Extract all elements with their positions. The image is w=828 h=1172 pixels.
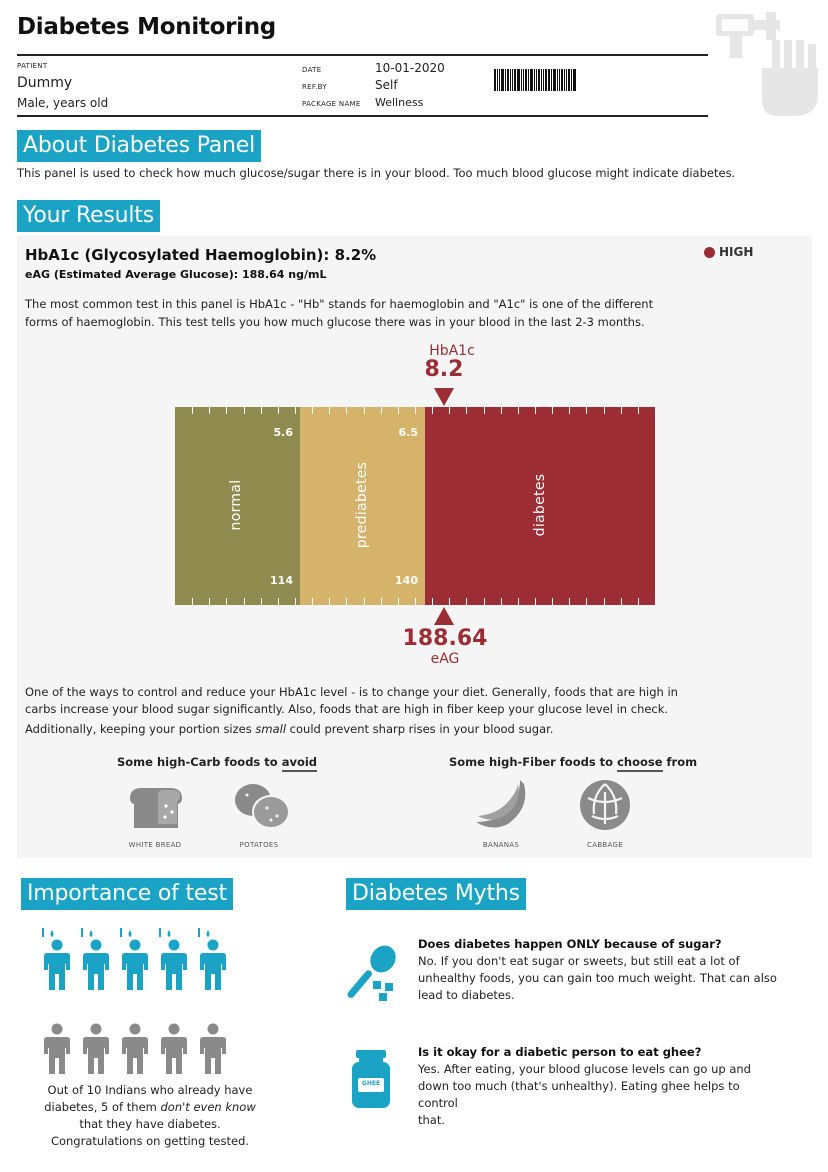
gauge-tick <box>364 598 365 605</box>
patient-name: Dummy <box>17 75 73 91</box>
gauge-tick <box>569 407 570 414</box>
barcode-bar <box>501 69 504 91</box>
gauge-ticks <box>175 407 655 605</box>
importance-heading: Importance of test <box>21 878 233 910</box>
band-prediabetes-label: prediabetes <box>354 461 370 549</box>
gauge-tick <box>226 598 227 605</box>
intro-line-1: The most common test in this panel is HbA1c - "Hb" stands for haemoglobin and "A1c" is one of the different <box>25 297 654 311</box>
gauge-tick <box>501 407 502 414</box>
food-caption-cabbage: CABBAGE <box>587 841 623 849</box>
food-caption-bananas: BANANAS <box>482 841 520 849</box>
barcode-bar <box>545 69 547 91</box>
gauge-tick <box>586 407 587 414</box>
band-prediabetes-bottom-value: 140 <box>395 574 418 587</box>
gauge-tick <box>484 407 485 414</box>
barcode <box>494 69 590 91</box>
eag-line: eAG (Estimated Average Glucose): 188.64 ng/mL <box>25 268 327 281</box>
about-text: This panel is used to check how much glucose/sugar there is in your blood. Too much blood glucose might indicate diabetes. <box>17 166 736 180</box>
lab-logo-icon <box>712 10 820 120</box>
ghee-jar-label: GHEE <box>361 1080 381 1087</box>
barcode-bar <box>548 69 550 91</box>
gauge-tick <box>466 407 467 414</box>
band-normal-top-value: 5.6 <box>273 426 293 439</box>
myth-answer-2: Yes. After eating, your blood glucose levels can go up and down too much (that's unhealthy). Eating ghee helps to control that. <box>418 1062 751 1127</box>
gauge-tick <box>295 407 296 414</box>
diet-line-2: carbs increase your blood sugar significantly. Also, foods that are high in fiber keep your glucose level in check. <box>25 702 669 716</box>
spoon-sugar-icon <box>343 943 403 1003</box>
gauge-tick <box>278 407 279 414</box>
gauge-tick <box>312 407 313 414</box>
results-heading: Your Results <box>17 200 160 232</box>
person-icon <box>118 1012 152 1076</box>
barcode-bar <box>494 69 496 91</box>
gauge-tick <box>432 407 433 414</box>
band-diabetes-label: diabetes <box>532 473 548 537</box>
header-bottom-rule <box>17 115 708 117</box>
gauge-tick <box>244 407 245 414</box>
barcode-bar <box>499 69 500 91</box>
barcode-bar <box>571 69 572 91</box>
barcode-bar <box>566 69 567 91</box>
gauge-tick <box>261 598 262 605</box>
cabbage-icon <box>578 778 632 832</box>
barcode-bar <box>510 69 511 91</box>
gauge-tick <box>346 407 347 414</box>
gauge-tick <box>484 598 485 605</box>
header-top-rule <box>17 54 708 56</box>
ghee-jar-icon <box>350 1050 392 1108</box>
barcode-bar <box>507 69 509 91</box>
barcode-bar <box>528 69 529 91</box>
food-caption-potatoes: POTATOES <box>239 841 279 849</box>
myths-heading: Diabetes Myths <box>346 878 526 910</box>
person-icon <box>196 1012 230 1076</box>
barcode-bar <box>521 69 522 91</box>
gauge-tick <box>501 598 502 605</box>
importance-text: Out of 10 Indians who already have diabetes, 5 of them don't even know that they have diabetes. Congratulations on getting tested. <box>44 1083 256 1148</box>
refby-label: REF.BY <box>302 83 327 91</box>
gauge-tick <box>209 407 210 414</box>
gauge-tick <box>535 598 536 605</box>
diet-line-1: One of the ways to control and reduce your HbA1c level - is to change your diet. Generally, foods that are high in <box>25 685 678 699</box>
person-icon <box>157 1012 191 1076</box>
myth-answer-1: No. If you don't eat sugar or sweets, but still eat a lot of unhealthy foods, you can gain too much weight. That can also lead to diabetes. <box>418 954 777 1002</box>
gauge-tick <box>638 407 639 414</box>
gauge-tick <box>398 598 399 605</box>
person-diabetic-icon <box>79 928 113 992</box>
barcode-bar <box>512 69 513 91</box>
eag-marker-arrow-icon <box>434 607 454 625</box>
person-icon <box>40 1012 74 1076</box>
myth-question-2: Is it okay for a diabetic person to eat ghee? <box>418 1045 702 1059</box>
gauge-tick <box>466 598 467 605</box>
myth-question-1: Does diabetes happen ONLY because of sugar? <box>418 937 722 951</box>
barcode-bar <box>505 69 506 91</box>
person-diabetic-icon <box>40 928 74 992</box>
barcode-bar <box>564 69 565 91</box>
status-dot <box>704 247 715 258</box>
barcode-bar <box>568 69 570 91</box>
patient-label: PATIENT <box>17 62 48 70</box>
gauge-tick <box>261 407 262 414</box>
gauge-tick <box>604 407 605 414</box>
choose-foods-heading: Some high-Fiber foods to choose from <box>449 755 697 769</box>
person-diabetic-icon <box>157 928 191 992</box>
people-pictogram <box>40 928 260 1078</box>
gauge-tick <box>329 598 330 605</box>
barcode-bar <box>523 69 524 91</box>
band-normal-label: normal <box>228 479 244 531</box>
gauge-tick <box>209 598 210 605</box>
status-badge: HIGH <box>719 245 754 259</box>
barcode-bar <box>551 69 552 91</box>
gauge-tick <box>449 598 450 605</box>
gauge-tick <box>381 407 382 414</box>
gauge-tick <box>312 598 313 605</box>
barcode-bar <box>514 69 516 91</box>
gauge-tick <box>449 407 450 414</box>
hba1c-marker-value: 8.2 <box>424 357 464 382</box>
gauge-tick <box>552 598 553 605</box>
gauge-tick <box>295 598 296 605</box>
barcode-bar <box>538 69 540 91</box>
gauge-tick <box>415 407 416 414</box>
gauge-tick <box>638 598 639 605</box>
barcode-bar <box>561 69 563 91</box>
gauge-tick <box>535 407 536 414</box>
patient-description: Male, years old <box>17 96 109 110</box>
gauge-tick <box>518 407 519 414</box>
package-value: Wellness <box>375 96 424 109</box>
barcode-bar <box>559 69 560 91</box>
band-normal-bottom-value: 114 <box>270 574 293 587</box>
gauge-tick <box>398 407 399 414</box>
gauge-tick <box>569 598 570 605</box>
gauge-tick <box>415 598 416 605</box>
gauge-tick <box>226 407 227 414</box>
barcode-bar <box>543 69 544 91</box>
barcode-bar <box>536 69 537 91</box>
gauge-tick <box>552 407 553 414</box>
diet-emphasis: small <box>255 722 287 736</box>
gauge-tick <box>346 598 347 605</box>
gauge-tick <box>192 407 193 414</box>
gauge-tick <box>432 598 433 605</box>
person-icon <box>79 1012 113 1076</box>
gauge-tick <box>518 598 519 605</box>
gauge-tick <box>364 407 365 414</box>
banana-icon <box>472 778 532 832</box>
hba1c-marker-arrow-icon <box>434 388 454 406</box>
hba1c-marker-label: HbA1c <box>429 343 475 359</box>
gauge-tick <box>621 407 622 414</box>
barcode-bar <box>517 69 520 91</box>
food-caption-bread: WHITE BREAD <box>128 841 182 849</box>
barcode-bar <box>525 69 527 91</box>
person-diabetic-icon <box>118 928 152 992</box>
eag-marker-value: 188.64 <box>402 626 488 651</box>
date-value: 10-01-2020 <box>375 61 445 75</box>
date-label: DATE <box>302 66 322 74</box>
barcode-bar <box>553 69 556 91</box>
barcode-bar <box>557 69 558 91</box>
test-title: HbA1c (Glycosylated Haemoglobin): 8.2% <box>25 246 377 264</box>
gauge-tick <box>192 598 193 605</box>
refby-value: Self <box>375 78 398 92</box>
barcode-bar <box>573 69 576 91</box>
diet-line-3: Additionally, keeping your portion sizes small could prevent sharp rises in your blood sugar. <box>25 722 554 736</box>
avoid-foods-heading: Some high-Carb foods to avoid <box>117 755 317 769</box>
gauge-tick <box>604 598 605 605</box>
potato-icon <box>233 780 291 830</box>
eag-marker-label: eAG <box>430 651 460 667</box>
band-prediabetes-top-value: 6.5 <box>398 426 418 439</box>
barcode-bar <box>541 69 542 91</box>
bread-icon <box>128 786 184 830</box>
about-heading: About Diabetes Panel <box>17 130 261 162</box>
gauge-tick <box>278 598 279 605</box>
gauge-tick <box>381 598 382 605</box>
gauge-tick <box>244 598 245 605</box>
barcode-bar <box>530 69 533 91</box>
person-diabetic-icon <box>196 928 230 992</box>
document-title: Diabetes Monitoring <box>17 14 276 40</box>
barcode-bar <box>497 69 498 91</box>
gauge-tick <box>621 598 622 605</box>
package-label: PACKAGE NAME <box>302 100 361 108</box>
gauge-tick <box>329 407 330 414</box>
intro-line-2: forms of haemoglobin. This test tells you how much glucose there was in your blood in the last 2-3 months. <box>25 315 645 329</box>
barcode-bar <box>534 69 535 91</box>
gauge-tick <box>586 598 587 605</box>
